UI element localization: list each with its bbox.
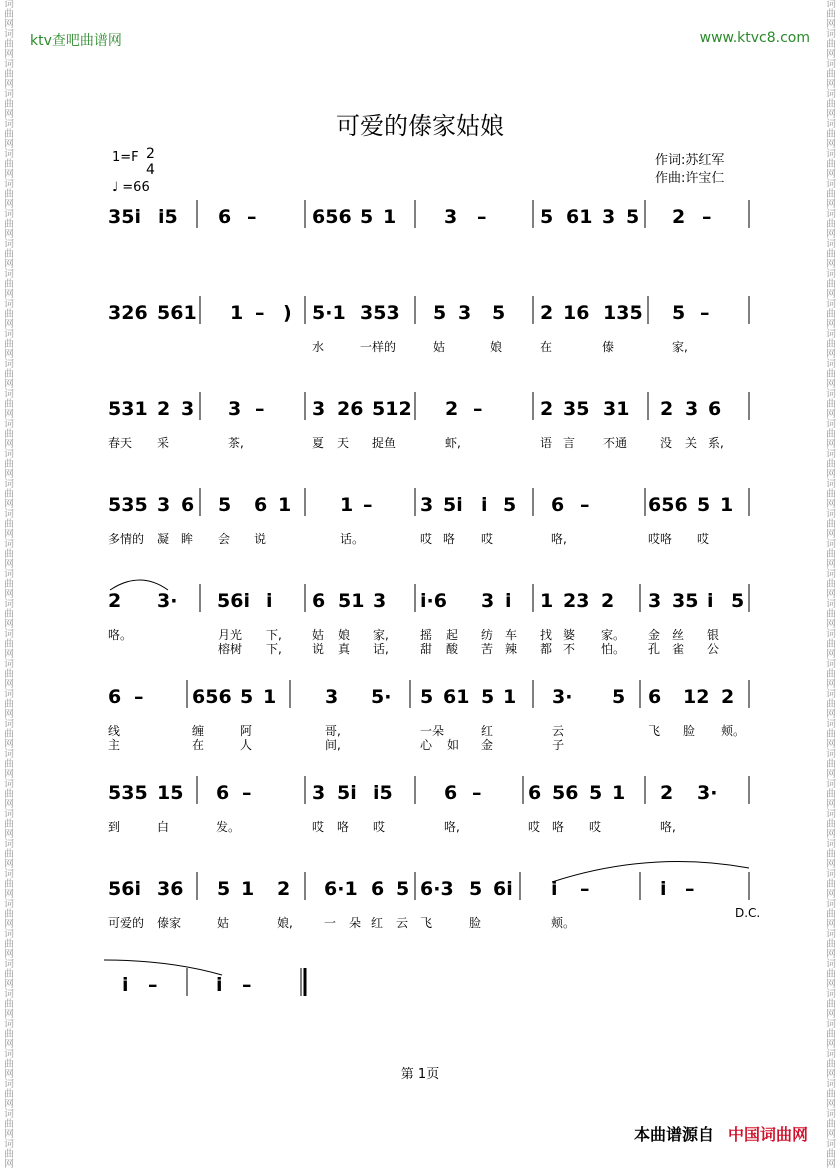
note: 5 [420,686,434,708]
lyric: 起 [446,628,459,642]
lyric: 咯, [444,820,460,834]
note: 535 [108,494,148,516]
note: – [247,206,257,228]
note: 3 [181,398,195,420]
lyric: 一朵 [420,724,445,738]
note: 3 [157,494,171,516]
note: 2 [108,590,122,612]
note: 5 [240,686,254,708]
note: i [122,974,129,996]
note: 1 [230,302,244,324]
lyric: 如 [447,738,460,752]
lyric: 姑 [433,340,446,354]
note: i [266,590,273,612]
lyric: 话。 [340,532,365,546]
composer: 作曲:许宝仁 [655,171,725,186]
lyric: 说 [312,642,325,656]
note: 6 [528,782,542,804]
note: 35 [563,398,590,420]
note: 5 [218,494,232,516]
note: 3 [312,398,326,420]
lyric: 哎 [697,532,710,546]
lyric: 红 [371,916,384,930]
note: 1 [241,878,255,900]
note: 1 [278,494,292,516]
lyric: 系, [708,436,724,450]
lyric: 家, [373,628,389,642]
lyric: 哎 [312,820,325,834]
lyric: 阿 [240,724,253,738]
lyric: 可爱的 [108,916,145,930]
lyric: 哎 [420,532,433,546]
tempo-value: =66 [122,180,150,195]
note: – [473,398,483,420]
lyric: 发。 [216,820,241,834]
lyric: 到 [108,820,121,834]
note: 56 [552,782,579,804]
note: 6 [312,590,326,612]
note: – [255,398,265,420]
lyric: 哎咯 [648,532,673,546]
lyric: 咯 [552,820,565,834]
lyric: 眸 [181,532,194,546]
note: 6 [708,398,722,420]
note: 353 [360,302,400,324]
lyric: 哎 [589,820,602,834]
note: 56i [108,878,141,900]
lyric: 言 [563,436,576,450]
lyric: 关 [685,436,698,450]
lyric: 语 [540,436,553,450]
note: 3 [373,590,387,612]
note: 35i [108,206,141,228]
lyric: 红 [481,724,494,738]
note: 1 [720,494,734,516]
lyric: 飞 [420,916,433,930]
lyric: 娘, [277,916,293,930]
watermark-left-strip: 词曲网词曲网词曲网词曲网词曲网词曲网词曲网词曲网词曲网词曲网词曲网词曲网词曲网词曲网词曲网词曲网词曲网词曲网词曲网词曲网词曲网词曲网词曲网词曲网词曲网词曲网词曲网词曲网词曲网词曲网词曲网词曲网词曲网词曲网词曲网词曲网词曲网词曲网词曲网 [4,0,14,1169]
lyric: 不 [563,642,576,656]
note: – [242,974,252,996]
note: 5 [697,494,711,516]
slur [110,580,168,590]
note: 56i [217,590,250,612]
note: 512 [372,398,412,420]
lyric: 金 [481,738,494,752]
note: 3· [552,686,573,708]
lyric: 脸 [469,916,482,930]
note: ) [283,302,292,324]
note: 31 [603,398,630,420]
note: 1 [503,686,517,708]
lyric: 辣 [505,642,518,656]
note: – [685,878,695,900]
lyric: 金 [648,628,661,642]
note: 6 [648,686,662,708]
note: 3· [157,590,178,612]
note: – [702,206,712,228]
note: 656 [648,494,688,516]
lyric: 纺 [481,628,494,642]
lyric: 水 [312,340,325,354]
note: 3 [444,206,458,228]
lyric: 真 [338,642,351,656]
note: 3 [228,398,242,420]
note: i [551,878,558,900]
lyric: 怕。 [601,642,626,656]
key-label: 1=F [112,150,139,165]
note: 6 [216,782,230,804]
lyric: 飞 [648,724,661,738]
watermark-right-strip: 词曲网词曲网词曲网词曲网词曲网词曲网词曲网词曲网词曲网词曲网词曲网词曲网词曲网词曲网词曲网词曲网词曲网词曲网词曲网词曲网词曲网词曲网词曲网词曲网词曲网词曲网词曲网词曲网词曲网词曲网词曲网词曲网词曲网词曲网词曲网词曲网词曲网词曲网词曲网 [826,0,836,1169]
page-number: 第 1页 [400,1067,440,1082]
lyric: 子 [552,738,565,752]
lyric: 颊。 [551,916,576,930]
lyric: 车 [505,628,518,642]
note: 5 [469,878,483,900]
note: – [477,206,487,228]
note: 6 [181,494,195,516]
note: 6 [444,782,458,804]
lyric: 傣家 [157,916,182,930]
lyric: 咯 [337,820,350,834]
note: 5 [626,206,640,228]
lyric: 哎 [373,820,386,834]
note: 6·1 [324,878,358,900]
lyric: 脸 [683,724,696,738]
note: 6 [218,206,232,228]
source-site-link[interactable]: 中国词曲网 [727,1125,808,1144]
lyric: 话, [373,642,389,656]
note: 5 [481,686,495,708]
note: 2 [601,590,615,612]
note: – [255,302,265,324]
lyric: 线 [108,724,121,738]
note: – [134,686,144,708]
note: 3 [602,206,616,228]
note: 2 [660,782,674,804]
lyric: 娘 [490,340,503,354]
note: 26 [337,398,364,420]
note: 5 [540,206,554,228]
lyric: 没 [660,436,673,450]
lyric: 茶, [228,436,244,450]
note: 531 [108,398,148,420]
lyric: 丝 [672,628,685,642]
lyric: 榕树 [218,642,243,656]
note: 5 [360,206,374,228]
lyric: 下, [266,628,282,642]
note: 5 [433,302,447,324]
note: 1 [540,590,554,612]
quarter-note-icon: ♩ [112,180,119,195]
note: – [700,302,710,324]
lyric: 云 [396,916,409,930]
lyric: 凝 [157,532,170,546]
note: 35 [672,590,699,612]
note: 3 [458,302,472,324]
note: 15 [157,782,184,804]
note: 51 [338,590,365,612]
lyric: 下, [266,642,282,656]
note: 5 [396,878,410,900]
note: 6i [493,878,513,900]
lyric: 颊。 [721,724,746,738]
note: 2 [157,398,171,420]
lyric: 说 [254,532,267,546]
lyric: 娘 [338,628,351,642]
note: i5 [158,206,178,228]
song-title: 可爱的傣家姑娘 [336,112,504,140]
note: i [481,494,488,516]
lyric: 春天 [108,436,133,450]
lyric: 咯。 [108,628,133,642]
note: 5 [503,494,517,516]
note: 16 [563,302,590,324]
source-site-right[interactable]: www.ktvc8.com [699,30,810,46]
note: 2 [540,302,554,324]
lyric: 多情的 [108,532,145,546]
lyric: 孔 [648,642,661,656]
lyric: 采 [157,436,170,450]
note: i [707,590,714,612]
note: – [580,878,590,900]
note: 656 [312,206,352,228]
note: 5 [589,782,603,804]
note: – [472,782,482,804]
note: 1 [263,686,277,708]
lyric: 捉鱼 [372,436,397,450]
slur [104,960,222,975]
note: 3 [325,686,339,708]
note: 2 [277,878,291,900]
lyric: 白 [157,820,170,834]
note: 1 [612,782,626,804]
lyric: 缠 [192,724,205,738]
note: – [363,494,373,516]
note: 6 [108,686,122,708]
note: 1 [340,494,354,516]
lyric: 公 [707,642,720,656]
note: – [242,782,252,804]
note: 6 [551,494,565,516]
note: 3 [685,398,699,420]
note: 2 [540,398,554,420]
dc-mark: D.C. [735,906,761,920]
lyric: 云 [552,724,565,738]
lyric: 朵 [349,916,362,930]
note: 6·3 [420,878,454,900]
lyric: 咯, [551,532,567,546]
lyric: 苦 [481,642,494,656]
note: 5i [337,782,357,804]
note: 5i [443,494,463,516]
note: 2 [660,398,674,420]
source-label: 本曲谱源自 [633,1125,714,1144]
lyric: 哎 [481,532,494,546]
time-top: 2 [146,146,155,162]
lyric: 雀 [672,642,685,656]
note: 3 [312,782,326,804]
note: 561 [157,302,197,324]
note: 5 [492,302,506,324]
lyric: 咯, [660,820,676,834]
note: 61 [566,206,593,228]
lyric: 在 [192,738,205,752]
note: 2 [721,686,735,708]
note: – [148,974,158,996]
note: 36 [157,878,184,900]
lyric: 家, [672,340,688,354]
source-credit [634,1122,808,1145]
note: 5·1 [312,302,346,324]
note: 2 [445,398,459,420]
note: 1 [383,206,397,228]
note: 3 [420,494,434,516]
source-site-left[interactable]: ktv查吧曲谱网 [30,33,122,49]
lyric: 家。 [601,628,626,642]
lyric: 在 [540,340,553,354]
lyric: 找 [540,628,553,642]
lyric: 月光 [218,628,243,642]
note: i [505,590,512,612]
note: 656 [192,686,232,708]
note: 135 [603,302,643,324]
lyric: 银 [707,628,720,642]
note: 3· [697,782,718,804]
lyric: 哎 [528,820,541,834]
lyric: 咯 [443,532,456,546]
lyric: 夏 [312,436,325,450]
lyric: 一样的 [360,340,397,354]
note: 5· [371,686,392,708]
note: 2 [672,206,686,228]
note: i [216,974,223,996]
note: 61 [443,686,470,708]
note: i [660,878,667,900]
note: 535 [108,782,148,804]
note: 5 [612,686,626,708]
note: 5 [217,878,231,900]
time-bottom: 4 [146,162,155,178]
lyric: 姑 [217,916,230,930]
lyric: 哥, [325,724,341,738]
note: 6 [371,878,385,900]
note: 5 [731,590,745,612]
lyric: 间, [325,738,341,752]
lyric: 婆 [563,628,576,642]
note: 3 [481,590,495,612]
note: i·6 [420,590,447,612]
lyric: 傣 [602,340,615,354]
lyric: 虾, [445,436,461,450]
lyric: 摇 [420,628,433,642]
note: 5 [672,302,686,324]
note: i5 [373,782,393,804]
lyric: 心 [420,738,433,752]
lyric: 主 [108,738,121,752]
note: 23 [563,590,590,612]
lyric: 一 [324,916,337,930]
note: 326 [108,302,148,324]
note: 12 [683,686,710,708]
lyric: 甜 [420,642,433,656]
note: 6 [254,494,268,516]
lyric: 都 [540,642,553,656]
lyric: 天 [337,436,350,450]
lyric: 人 [240,738,253,752]
lyric: 不通 [603,436,628,450]
note: 3 [648,590,662,612]
lyric: 会 [218,532,231,546]
lyric: 姑 [312,628,325,642]
lyricist: 作词:苏红军 [655,153,725,168]
note: – [580,494,590,516]
lyric: 酸 [446,642,459,656]
